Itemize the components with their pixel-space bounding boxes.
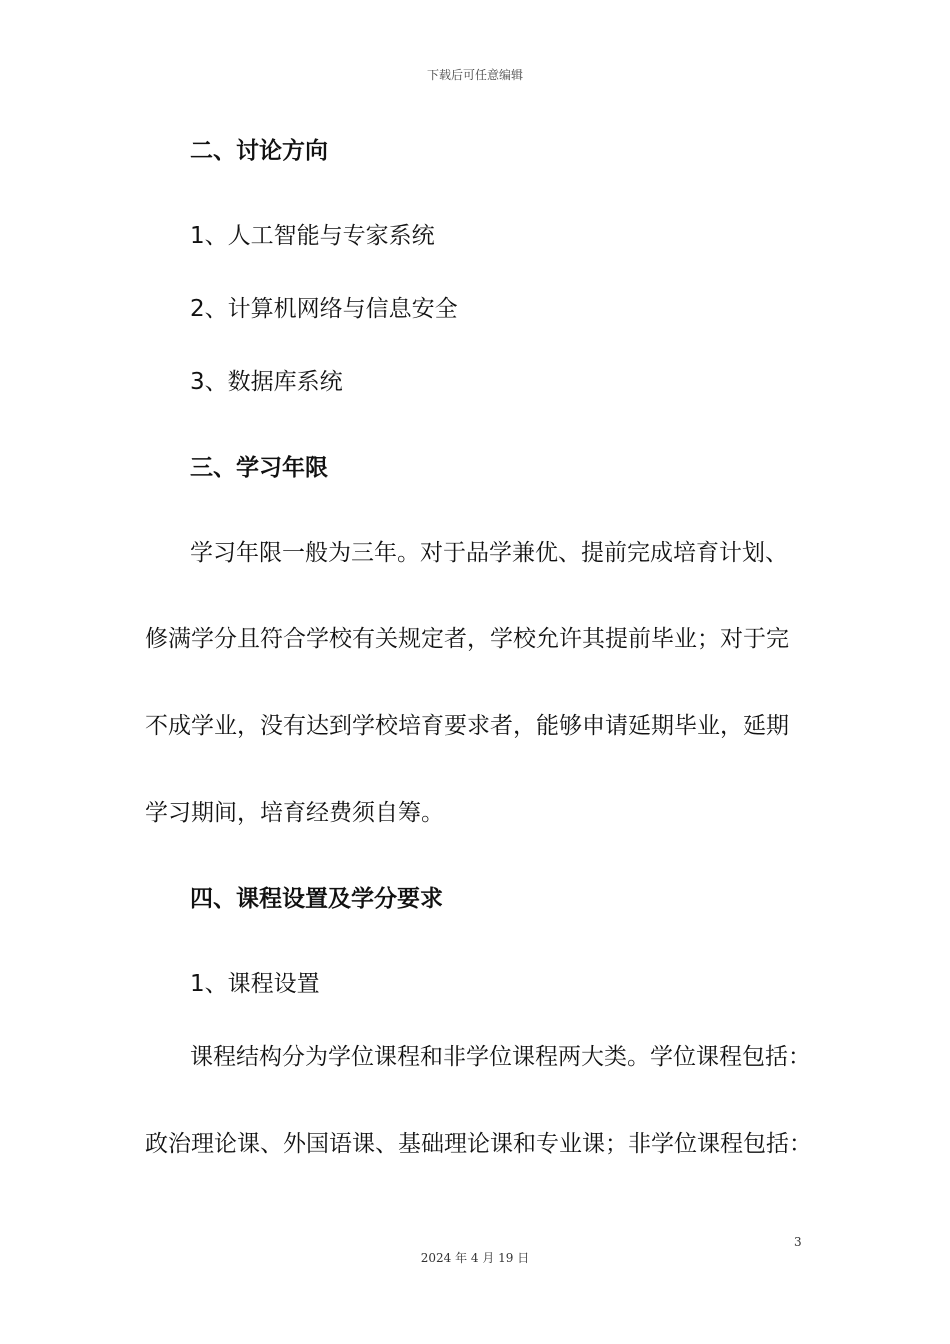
paragraph-line: 课程结构分为学位课程和非学位课程两大类。学位课程包括： bbox=[190, 1044, 811, 1070]
paragraph-line: 学习年限一般为三年。对于品学兼优、提前完成培育计划、 bbox=[190, 540, 788, 566]
paragraph-line: 修满学分且符合学校有关规定者，学校允许其提前毕业；对于完 bbox=[145, 626, 789, 652]
list-item: 2、计算机网络与信息安全 bbox=[190, 296, 458, 322]
page-number: 3 bbox=[794, 1235, 802, 1249]
subsection-heading: 1、课程设置 bbox=[190, 971, 320, 997]
paragraph-line: 不成学业，没有达到学校培育要求者，能够申请延期毕业，延期 bbox=[145, 713, 789, 739]
list-item: 3、数据库系统 bbox=[190, 369, 343, 395]
list-item: 1、人工智能与专家系统 bbox=[190, 223, 435, 249]
footer-date: 2024 年 4 月 19 日 bbox=[420, 1251, 530, 1265]
section-3-heading: 三、学习年限 bbox=[190, 455, 328, 481]
section-4-heading: 四、课程设置及学分要求 bbox=[190, 886, 443, 912]
section-2-heading: 二、讨论方向 bbox=[190, 138, 328, 164]
paragraph-line: 政治理论课、外国语课、基础理论课和专业课；非学位课程包括： bbox=[145, 1131, 812, 1157]
page-header: 下载后可任意编辑 bbox=[426, 68, 523, 82]
paragraph-line: 学习期间，培育经费须自筹。 bbox=[145, 800, 444, 826]
